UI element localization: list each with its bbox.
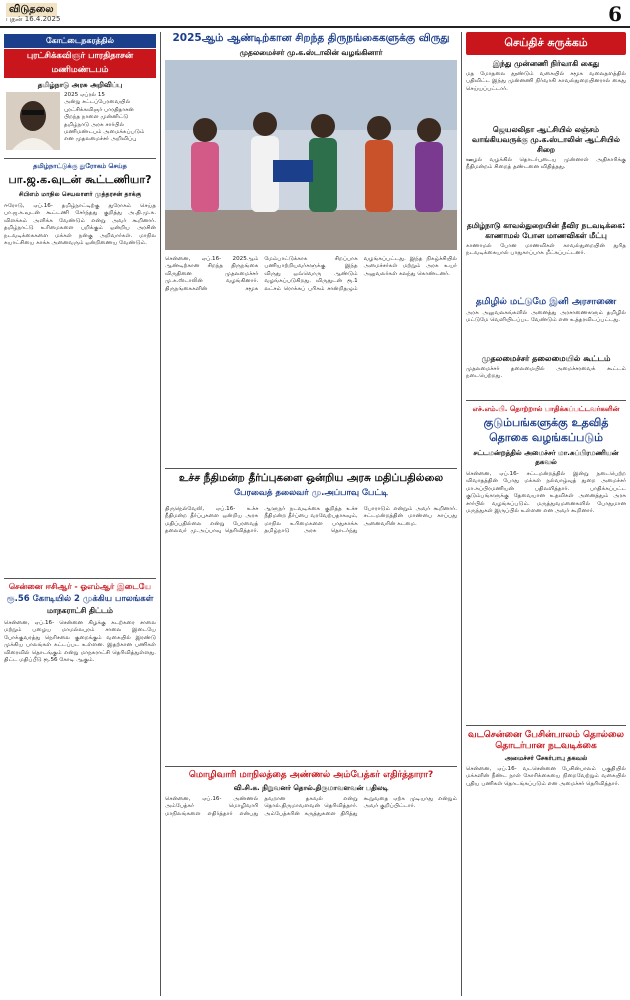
brief-body: ஊழல் வழக்கில் தொடர்புடைய முன்னாள் அதிகாரிக்கு நீதிமன்றம் சிறைத் தண்டனை விதித்தது.	[466, 157, 626, 171]
story-body: சென்னை, ஏப்.16- வடசென்னை பேசின்பாலம் பகுதியில் மக்களின் நீண்ட நாள் கோரிக்கையை நிறைவேற்றும் வகையில் புதிய பணிகள் தொடங்கப்படும் என அமைச்சர் தெரிவித்தார்.	[466, 766, 626, 787]
story-subhead: பேரவைத் தலைவர் மு.அப்பாவு பேட்டி	[234, 488, 388, 498]
bridge-story	[4, 582, 156, 996]
story-subhead: தமிழ்நாடு அரசு அறிவிப்பு	[37, 81, 123, 89]
award-photo	[165, 60, 457, 250]
brief-item	[466, 297, 626, 350]
story-headline-2: ரூ.56 கோடியில் 2 முக்கிய பாலங்கள்	[6, 594, 154, 604]
divider	[466, 400, 626, 401]
story-kicker: தமிழ்நாட்டுக்கு துரோகம் செய்த	[33, 162, 127, 170]
story-headline: உச்ச நீதிமன்ற தீர்ப்புகளை ஒன்றிய அரசு மதிப்பதில்லை	[178, 472, 444, 484]
relief-story	[466, 405, 626, 721]
column-rule	[160, 32, 161, 996]
story-body: 2025 ஏப்ரல் 15 அன்று சட்டப்பேரவையில் புரட்சிக்கவிஞர் பாரதிதாசன் பிறந்த நாளை முன்னிட்டு தமிழ்நாடு அரசு சார்பில் மணிமண்டபம் அமைக்கப்படும் என முதலமைச்சர் அறிவிப்பு	[64, 92, 145, 143]
story-headline: 2025ஆம் ஆண்டிற்கான சிறந்த திருநங்கைகளுக்கு விருது	[172, 32, 450, 44]
brief-headline: முதலமைச்சர் தலைமையில் கூட்டம்	[481, 354, 611, 363]
right-column	[466, 32, 626, 996]
portrait-photo	[6, 92, 60, 150]
story-headline: மொழிவாரி மாநிலத்தை அண்ணல் அம்பேத்கர் எதிர்த்தாரா?	[188, 770, 434, 780]
brief-headline: தமிழ்நாடு காவல்துறையின் தீவிர நடவடிக்கை: காணாமல் போன மாணவிகள் மீட்பு	[466, 221, 626, 240]
bharathidasan-story	[4, 34, 156, 154]
story-subhead: மாநகராட்சி திட்டம்	[47, 606, 113, 615]
story-headline: சென்னை ஈசிஆர் - ஓஎம்ஆர் இடையே	[8, 582, 152, 591]
brief-body: காணாமல் போன மாணவிகள் காவல்துறையின் துரித நடவடிக்கையால் பாதுகாப்பாக மீட்கப்பட்டனர்.	[466, 243, 626, 257]
brief-headline: ஜெயலலிதா ஆட்சியில் லஞ்சம் வாங்கியவருக்கு மு.க.ஸ்டாலின் ஆட்சியில் சிறை	[472, 125, 620, 154]
story-subhead: வி.சி.க. நிறுவனர் தொல்.திருமாவளவன் பதிலடி	[233, 784, 389, 792]
story-headline: வடசென்னை பேசின்பாலம் தொல்லை தொடர்பான நடவடிக்கை	[467, 730, 624, 751]
story-headline: புரட்சிக்கவிஞர் பாரதிதாசன்	[4, 49, 156, 64]
alliance-story	[4, 162, 156, 572]
story-kicker: எச்.எம்.பி. தொற்றால் பாதிக்கப்பட்டவர்களின்	[472, 405, 620, 413]
story-subhead: அமைச்சர் சேகர்பாபு தகவல்	[504, 754, 588, 762]
story-body: திருநெல்வேலி, ஏப்.16- உச்ச நீதிமன்ற தீர்ப்புகளை ஒன்றிய அரசு மதிப்பதில்லை என்று பேரவைத் தலைவர் மு.அப்பாவு தெரிவித்தார். ஆளுநர் நடவடிக்கை குறித்த உச்ச நீதிமன்ற தீர்ப்பை வரவேற்பதாகவும், மாநில உரிமைகளை பாதுகாக்க தமிழ்நாடு அரசு தொடர்ந்து போராடும் என்றும் அவர் கூறினார். சட்டமன்றத்தின் மாண்பை காப்பது அனைவரின் கடமை.	[165, 506, 457, 535]
divider	[165, 468, 457, 469]
story-body: சென்னை, ஏப்.16- 2025ஆம் ஆண்டிற்கான சிறந்த திருநங்கை விருதினை முதலமைச்சர் மு.க.ஸ்டாலின் வழங்கினார். திருநங்கைகளின் சமூக மேம்பாட்டுக்காக சிறப்பாக பணியாற்றியவர்களுக்கு இந்த விருது ஒவ்வொரு ஆண்டும் வழங்கப்படுகிறது. விருதுடன் ரூ.1 லட்சம் ரொக்கப் பரிசும் சான்றிதழும் வழங்கப்பட்டது. இந்த நிகழ்ச்சியில் அமைச்சர்கள் மற்றும் அரசு உயர் அலுவலர்கள் கலந்து கொண்டனர்.	[165, 256, 457, 292]
divider	[466, 725, 626, 726]
supreme-court-story	[165, 472, 457, 762]
story-headline: குடும்பங்களுக்கு உதவித் தொகை வழங்கப்படும்	[483, 416, 609, 444]
ambedkar-story	[165, 770, 457, 996]
divider	[4, 578, 156, 579]
brief-headline: தமிழில் மட்டுமே இனி அரசாணை	[475, 297, 617, 307]
basin-bridge-story	[466, 730, 626, 876]
story-body: சென்னை, ஏப்.16- அண்ணல் அம்பேத்கர் மொழிவாரி மாநிலங்களை எதிர்த்தார் என்பது தவறான தகவல் என்று தொல்.திருமாவளவன் தெரிவித்தார். அம்பேத்கரின் கருத்துகளை திரித்து கூறுவதை ஏற்க முடியாது என்றும் அவர் குறிப்பிட்டார்.	[165, 796, 457, 817]
brief-body: மத மோதலை தூண்டும் வகையில் சமூக வலைதளத்தில் பதிவிட்ட இந்து முன்னணி நிர்வாகி காவல்துறையினரால் கைது செய்யப்பட்டார்.	[466, 71, 626, 92]
story-kicker: கோட்டைநகரத்தில்	[4, 34, 156, 48]
story-subhead: முதலமைச்சர் மு.க.ஸ்டாலின் வழங்கினார்	[239, 48, 383, 57]
story-headline: பா.ஜ.க.வுடன் கூட்டணியா?	[8, 173, 152, 186]
transgender-award-story	[165, 32, 457, 464]
brief-item	[466, 221, 626, 293]
masthead	[0, 0, 630, 28]
paper-name: விடுதலை	[6, 3, 57, 17]
story-headline-2: மணிமண்டபம்	[4, 64, 156, 78]
brief-item	[466, 354, 626, 396]
page-number: 6	[608, 2, 622, 26]
story-body: சென்னை, ஏப்.16- சென்னை கிழக்கு கடற்கரை சாலை மற்றும் பழைய மாமல்லபுரம் சாலை இடையே போக்குவரத்து நெரிசலை குறைக்கும் வகையில் இரண்டு முக்கிய பாலங்கள் கட்டப்பட உள்ளன. இதற்கான பணிகள் விரைவில் தொடங்கும் என்று மாநகராட்சி தெரிவித்துள்ளது. திட்ட மதிப்பீடு ரூ.56 கோடி ஆகும்.	[4, 620, 156, 664]
brief-headline: இந்து முன்னணி நிர்வாகி கைது	[492, 59, 600, 68]
section-title: செய்திச் சுருக்கம்	[466, 32, 626, 55]
brief-body: முதலமைச்சர் தலைமையில் அமைச்சரவைக் கூட்டம் நடைபெற்றது.	[466, 366, 626, 380]
story-subhead: சட்டமன்றத்தில் அமைச்சர் மா.சுப்பிரமணியன் தகவல்	[473, 449, 619, 466]
brief-item	[466, 59, 626, 121]
date-line: புதன் 16.4.2025	[6, 15, 61, 23]
story-body: சென்னை, ஏப்.16- சட்டமன்றத்தில் இன்று நடைபெற்ற விவாதத்தின் போது மக்கள் நல்வாழ்வுத் துறை அமைச்சர் மா.சுப்பிரமணியன் பதிலளித்தார். பாதிக்கப்பட்ட குடும்பங்களுக்கு தேவையான உதவிகள் அனைத்தும் அரசு சார்பில் வழங்கப்படும். மருத்துவமனைகளில் போதுமான மருந்துகள் இருப்பில் உள்ளன என அவர் கூறினார்.	[466, 471, 626, 515]
column-rule	[461, 32, 462, 996]
brief-body: அரசு அலுவலகங்களில் அனைத்து அரசாணைகளும் தமிழில் மட்டுமே வெளியிடப்பட வேண்டும் என உத்தரவிடப்பட்டது.	[466, 310, 626, 324]
story-subhead: சிபிஎம் மாநில செயலாளர் முத்தரசன் தாக்கு	[18, 191, 142, 198]
divider	[4, 158, 156, 159]
story-body: ஈரோடு, ஏப்.16- தமிழ்நாட்டிற்கு துரோகம் செய்த பா.ஜ.க.வுடன் கூட்டணி சேர்ந்தது குறித்து அ.தி.மு.க. விளக்கம் அளிக்க வேண்டும் என்று அவர் கூறினார். தமிழ்நாட்டு உரிமைகளை பறிக்கும் ஒன்றிய அரசின் நடவடிக்கைகளை மக்கள் நன்கு அறிவார்கள். மாநில சுயாட்சியை காக்க அனைவரும் ஒன்றிணைய வேண்டும்.	[4, 203, 156, 247]
divider	[165, 766, 457, 767]
brief-item	[466, 125, 626, 217]
